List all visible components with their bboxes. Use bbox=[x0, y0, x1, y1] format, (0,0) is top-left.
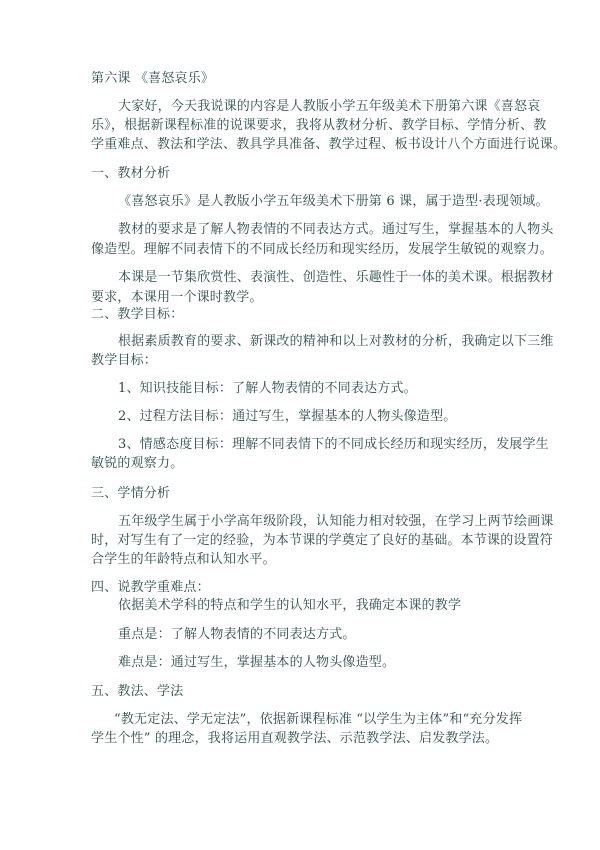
section-4-heading: 四、说教学重难点： bbox=[91, 580, 210, 595]
intro-line-3: 学重难点、教法和学法、教具学具准备、教学过程、板书设计八个方面进行说课。 bbox=[91, 137, 567, 152]
section-3-paragraph-line-1: 五年级学生属于小学高年级阶段，认知能力相对较强，在学习上两节绘画课 bbox=[118, 514, 554, 529]
section-3-paragraph-line-3: 合学生的年龄特点和认知水平。 bbox=[91, 552, 276, 567]
difficult-point: 难点是：通过写生，掌握基本的人物头像造型。 bbox=[118, 655, 396, 670]
key-point: 重点是：了解人物表情的不同表达方式。 bbox=[118, 627, 356, 642]
section-2-paragraph-line-1: 根据素质教育的要求、新课改的精神和以上对教材的分析，我确定以下三维 bbox=[118, 334, 554, 349]
section-1-paragraph-1: 《喜怒哀乐》是人教版小学五年级美术下册第 6 课，属于造型·表现领域。 bbox=[118, 194, 549, 209]
section-2-paragraph-line-2: 教学目标： bbox=[91, 353, 158, 368]
intro-line-2: 乐》，根据新课程标准的说课要求，我将从教材分析、教学目标、学情分析、教 bbox=[91, 118, 547, 133]
goal-1: 1、知识技能目标：了解人物表情的不同表达方式。 bbox=[118, 381, 417, 396]
section-1-heading: 一、教材分析 bbox=[91, 166, 171, 181]
section-5-heading: 五、教法、学法 bbox=[91, 684, 184, 699]
section-3-paragraph-line-2: 时，对写生有了一定的经验，为本节课的学奠定了良好的基础。本节课的设置符 bbox=[91, 533, 554, 548]
goal-2: 2、过程方法目标：通过写生，掌握基本的人物头像造型。 bbox=[118, 409, 457, 424]
section-1-paragraph-2-line-2: 像造型。理解不同表情下的不同成长经历和现实经历，发展学生敏锐的观察力。 bbox=[91, 242, 554, 257]
goal-3-line-1: 3、情感态度目标：理解不同表情下的不同成长经历和现实经历，发展学生 bbox=[118, 437, 549, 452]
goal-3-line-2: 敏锐的观察力。 bbox=[91, 456, 184, 471]
section-1-paragraph-3-line-1: 本课是一节集欣赏性、表演性、创造性、乐趣性于一体的美术课。根据教材 bbox=[118, 270, 554, 285]
section-2-heading: 二、教学目标： bbox=[91, 307, 184, 322]
intro-line-1: 大家好，今天我说课的内容是人教版小学五年级美术下册第六课《喜怒哀 bbox=[118, 99, 541, 114]
section-1-paragraph-2-line-1: 教材的要求是了解人物表情的不同表达方式。通过写生，掌握基本的人物头 bbox=[118, 222, 554, 237]
section-5-paragraph-line-2: 学生个性” 的理念，我将运用直观教学法、示范教学法、启发教学法。 bbox=[91, 731, 499, 746]
section-3-heading: 三、学情分析 bbox=[91, 486, 171, 501]
section-1-paragraph-3-line-2: 要求，本课用一个课时教学。 bbox=[91, 290, 263, 305]
lesson-title: 第六课 《喜怒哀乐》 bbox=[91, 71, 215, 86]
section-5-paragraph-line-1: “教无定法、学无定法”，依据新课程标准 “以学生为主体”和“充分发挥 bbox=[114, 712, 523, 727]
section-4-paragraph: 依据美术学科的特点和学生的认知水平，我确定本课的教学 bbox=[118, 598, 462, 613]
